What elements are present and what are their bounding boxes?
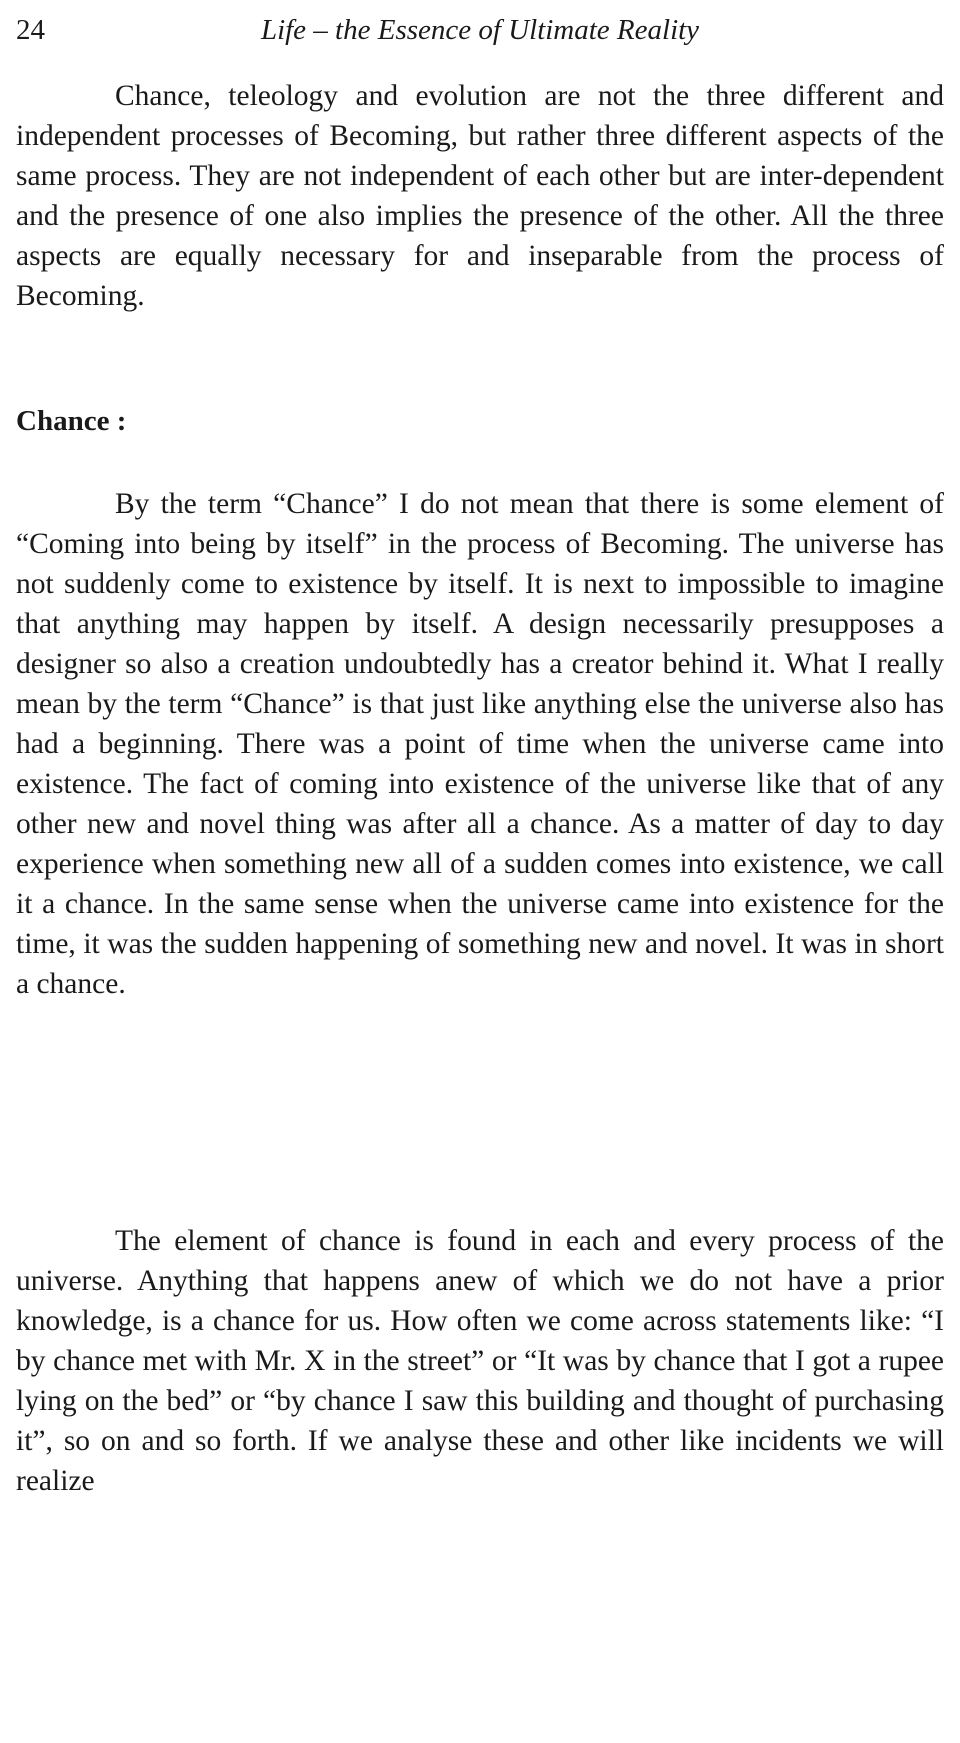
running-header (16, 0, 944, 60)
section-heading: Chance : (16, 405, 127, 437)
paragraph-3: The element of chance is found in each and every process of the universe. Anything that happens anew of which we do not have a prior knowledge, is a chance for us. How often we come across statements like: “I by chance met with Mr. X in the street” or “It was by chance that I got a rupee lying on the bed” or “by chance I saw this building and thought of purchasing it”, so on and so forth. If we analyse these and other like incidents we will realize (16, 1225, 944, 1497)
book-page (16, 0, 944, 1497)
paragraph-1: Chance, teleology and evolution are not the three different and independent processes of Becoming, but rather three different aspects of the same process. They are not independent of each other but are inter-dependent and the presence of one also implies the presence of the other. All the three aspects are equally necessary for and inseparable from the process of Becoming. (16, 80, 944, 312)
page-number: 24 (16, 14, 45, 46)
book-title: Life – the Essence of Ultimate Reality (260, 14, 700, 46)
paragraph-2: By the term “Chance” I do not mean that there is some element of “Coming into being by itself” in the process of Becoming. The universe has not suddenly come to existence by itself. It is next to impossible to imagine that anything may happen by itself. A design necessarily presupposes a designer so also a creation undoubtedly has a creator behind it. What I really mean by the term “Chance” is that just like anything else the universe also has had a beginning. There was a point of time when the universe came into existence. The fact of coming into existence of the universe like that of any other new and novel thing was after all a chance. As a matter of day to day experience when something new all of a sudden comes into existence, we call it a chance. In the same sense when the universe came into existence for the time, it was the sudden happening of something new and novel. It was in short a chance. (16, 488, 944, 1000)
